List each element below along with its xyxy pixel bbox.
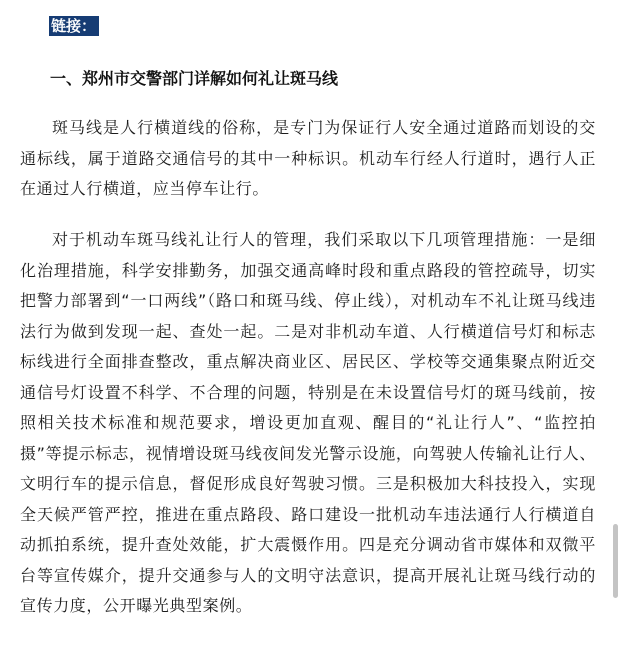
section-heading: 一、郑州市交警部门详解如何礼让斑马线 xyxy=(50,69,339,88)
paragraph-measures: 对于机动车斑马线礼让行人的管理，我们采取以下几项管理措施：一是细化治理措施，科学安排勤务，加强交通高峰时段和重点路段的管控疏导，切实把警力部署到“一口两线”（路口和斑马线、停止线），对机动车不礼让斑马线违法行为做到发现一起、查处一起。二是对非机动车道、人行横道信号灯和标志标线进行全面排查整改，重点解决商业区、居民区、学校等交通集聚点附近交通信号灯设置不科学、不合理的问题，特别是在未设置信号灯的斑马线前，按照相关技术标准和规范要求，增设更加直观、醒目的“礼让行人”、“监控拍摄”等提示标志，视情增设斑马线夜间发光警示设施，向驾驶人传输礼让行人、文明行车的提示信息，督促形成良好驾驶习惯。三是积极加大科技投入，实现全天候严管严控，推进在重点路段、路口建设一批机动车违法通行人行横道自动抓拍系统，提升查处效能，扩大震慑作用。四是充分调动省市媒体和双微平台等宣传媒介，提升交通参与人的文明守法意识，提高开展礼让斑马线行动的宣传力度，公开曝光典型案例。 xyxy=(20,230,596,615)
scrollbar-thumb[interactable] xyxy=(613,524,618,598)
paragraph-definition: 斑马线是人行横道线的俗称，是专门为保证行人安全通过道路而划设的交通标线，属于道路交通信号的其中一种标识。机动车行经人行道时，遇行人正在通过人行横道，应当停车让行。 xyxy=(20,118,596,198)
link-label[interactable]: 链接： xyxy=(49,16,99,36)
